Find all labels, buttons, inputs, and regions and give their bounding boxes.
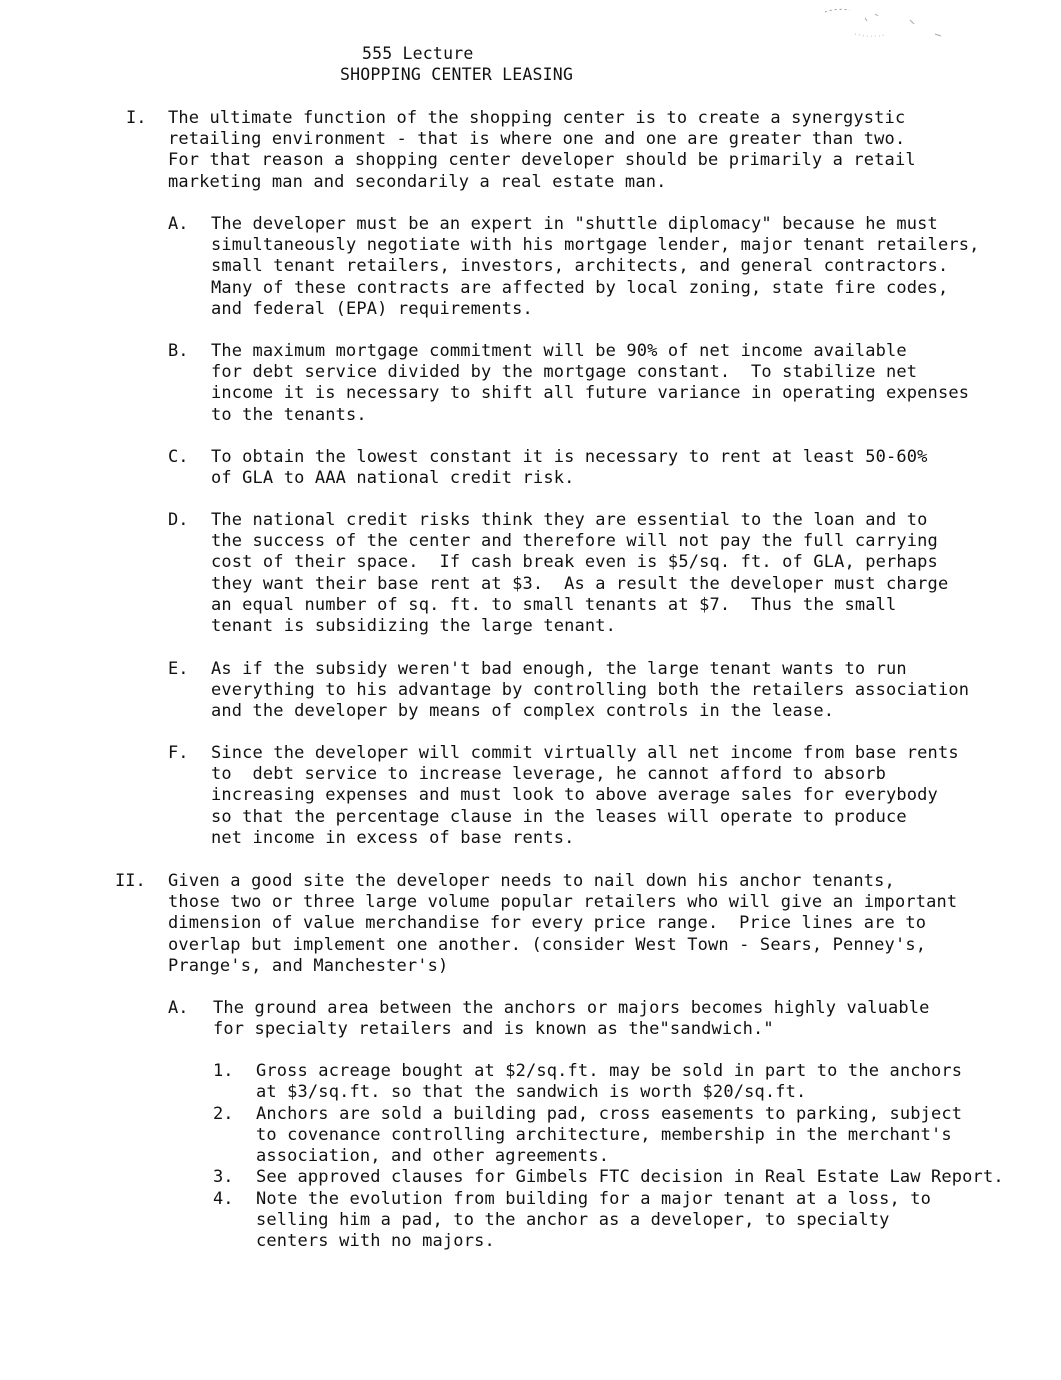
item-paragraph [211, 510, 948, 637]
item-paragraph [211, 447, 928, 489]
text-line: The national credit risks think they are essential to the loan and to [211, 510, 928, 530]
text-line: The ultimate function of the shopping center is to create a synergystic [168, 108, 906, 128]
text-line: of GLA to AAA national credit risk. [211, 468, 575, 489]
item-marker: A. [168, 214, 189, 234]
section-marker: II. [115, 871, 146, 891]
text-line: everything to his advantage by controlling both the retailers association [211, 680, 970, 701]
text-line: and the developer by means of complex controls in the lease. [211, 701, 835, 722]
text-line: Since the developer will commit virtually all net income from base rents [211, 743, 959, 763]
item-marker: F. [168, 743, 189, 763]
section-marker: I. [126, 108, 147, 128]
item-marker: E. [168, 659, 189, 679]
text-line: for debt service divided by the mortgage constant. To stabilize net [211, 362, 918, 383]
text-line: The maximum mortgage commitment will be 90% of net income available [211, 341, 907, 361]
item-marker: B. [168, 341, 189, 361]
section-intro-paragraph [168, 108, 916, 193]
item-paragraph [211, 743, 959, 849]
text-line: The ground area between the anchors or majors becomes highly valuable [213, 998, 930, 1018]
item-paragraph [211, 659, 969, 723]
text-line: Note the evolution from building for a major tenant at a loss, to [256, 1189, 932, 1209]
text-line: Anchors are sold a building pad, cross easements to parking, subject [256, 1104, 963, 1124]
text-line: To obtain the lowest constant it is necessary to rent at least 50-60% [211, 447, 928, 467]
text-line: retailing environment - that is where one and one are greater than two. [168, 129, 906, 150]
course-heading: 555 Lecture [362, 44, 474, 63]
text-line: small tenant retailers, investors, architects, and general contractors. [211, 256, 949, 277]
text-line: centers with no majors. [256, 1231, 495, 1252]
text-line: increasing expenses and must look to above average sales for everybody [211, 785, 938, 806]
subitem-marker: 2. [213, 1104, 234, 1124]
item-paragraph [211, 214, 979, 320]
item-marker: A. [168, 998, 189, 1018]
text-line: at $3/sq.ft. so that the sandwich is worth $20/sq.ft. [256, 1082, 807, 1103]
text-line: See approved clauses for Gimbels FTC decision in Real Estate Law Report. [256, 1167, 1004, 1187]
text-line: an equal number of sq. ft. to small tenants at $7. Thus the small [211, 594, 897, 615]
text-line: for specialty retailers and is known as the"sandwich." [213, 1019, 774, 1040]
text-line: As if the subsidy weren't bad enough, the large tenant wants to run [211, 659, 907, 679]
text-line: Many of these contracts are affected by local zoning, state fire codes, [211, 277, 949, 298]
subitem-paragraph [256, 1167, 1004, 1188]
text-line: those two or three large volume popular retailers who will give an important [168, 892, 958, 913]
document-title: SHOPPING CENTER LEASING [340, 65, 574, 84]
text-line: to debt service to increase leverage, he cannot afford to absorb [211, 764, 887, 785]
item-marker: C. [168, 447, 189, 467]
subitem-marker: 3. [213, 1167, 234, 1187]
text-line: income it is necessary to shift all future variance in operating expenses [211, 383, 970, 404]
subitem-paragraph [256, 1189, 931, 1253]
text-line: so that the percentage clause in the leases will operate to produce [211, 806, 907, 827]
text-line: to the tenants. [211, 404, 367, 425]
subitem-marker: 4. [213, 1189, 234, 1209]
subitem-marker: 1. [213, 1061, 234, 1081]
text-line: cost of their space. If cash break even is $5/sq. ft. of GLA, perhaps [211, 552, 938, 573]
text-line: dimension of value merchandise for every price range. Price lines are to [168, 913, 927, 934]
text-line: they want their base rent at $3. As a result the developer must charge [211, 573, 949, 594]
section-intro-paragraph [168, 871, 957, 977]
subitem-paragraph [256, 1104, 962, 1168]
text-line: simultaneously negotiate with his mortgage lender, major tenant retailers, [211, 235, 980, 256]
scan-smudge-mark [815, 4, 955, 44]
text-line: overlap but implement one another. (consider West Town - Sears, Penney's, [168, 934, 927, 955]
text-line: For that reason a shopping center developer should be primarily a retail [168, 150, 916, 171]
text-line: the success of the center and therefore will not pay the full carrying [211, 531, 938, 552]
text-line: Given a good site the developer needs to nail down his anchor tenants, [168, 871, 895, 891]
text-line: and federal (EPA) requirements. [211, 298, 533, 319]
item-paragraph [213, 998, 930, 1040]
text-line: marketing man and secondarily a real estate man. [168, 171, 667, 192]
item-marker: D. [168, 510, 189, 530]
text-line: Gross acreage bought at $2/sq.ft. may be sold in part to the anchors [256, 1061, 963, 1081]
text-line: association, and other agreements. [256, 1146, 610, 1167]
subitem-paragraph [256, 1061, 962, 1103]
text-line: selling him a pad, to the anchor as a developer, to specialty [256, 1210, 890, 1231]
item-paragraph [211, 341, 969, 426]
text-line: Prange's, and Manchester's) [168, 955, 449, 976]
text-line: The developer must be an expert in "shuttle diplomacy" because he must [211, 214, 938, 234]
text-line: net income in excess of base rents. [211, 827, 575, 848]
text-line: tenant is subsidizing the large tenant. [211, 616, 617, 637]
text-line: to covenance controlling architecture, membership in the merchant's [256, 1125, 952, 1146]
